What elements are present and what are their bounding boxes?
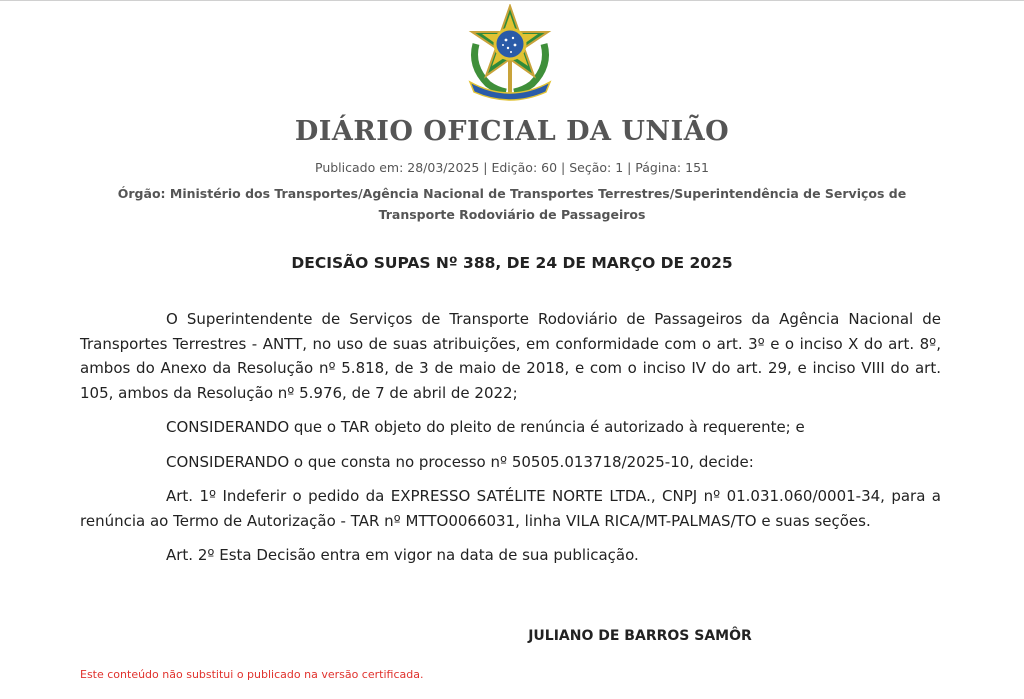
- decision-title: DECISÃO SUPAS Nº 388, DE 24 DE MARÇO DE 2025: [291, 254, 733, 272]
- disclaimer-text: Este conteúdo não substitui o publicado na versão certificada.: [80, 668, 424, 681]
- decision-body: [80, 307, 941, 578]
- brasil-coat-of-arms-icon: [462, 4, 558, 102]
- signature: JULIANO DE BARROS SAMÔR: [528, 628, 752, 644]
- paragraph-art-2: Art. 2º Esta Decisão entra em vigor na data de sua publicação.: [166, 546, 639, 564]
- paragraph-preamble: O Superintendente de Serviços de Transporte Rodoviário de Passageiros da Agência Nacional de Transportes Terrestres - ANTT, no uso de suas atribuições, em conformidade com o art. 3º e o inciso X do art. 8º, ambos do Anexo da Resolução nº 5.818, de 3 de maio de 2018, e com o inciso IV do art. 29, e inciso VIII do art. 105, ambos da Resolução nº 5.976, de 7 de abril de 2022;: [80, 310, 941, 402]
- top-border: [0, 0, 1024, 1]
- orgao-line: Órgão: Ministério dos Transportes/Agência Nacional de Transportes Terrestres/Superintendência de Serviços de Transporte Rodoviário de Passageiros: [117, 186, 907, 222]
- paragraph-considerando-2: CONSIDERANDO o que consta no processo nº 50505.013718/2025-10, decide:: [166, 452, 754, 471]
- publication-info: Publicado em: 28/03/2025 | Edição: 60 | Seção: 1 | Página: 151: [315, 160, 709, 175]
- publication-title: DIÁRIO OFICIAL DA UNIÃO: [294, 116, 730, 147]
- paragraph-art-1: Art. 1º Indeferir o pedido da EXPRESSO SATÉLITE NORTE LTDA., CNPJ nº 01.031.060/0001-34, para a renúncia ao Termo de Autorização - TAR nº MTTO0066031, linha VILA RICA/MT-PALMAS/TO e suas seções.: [80, 487, 941, 530]
- paragraph-considerando-1: CONSIDERANDO que o TAR objeto do pleito de renúncia é autorizado à requerente; e: [166, 418, 805, 436]
